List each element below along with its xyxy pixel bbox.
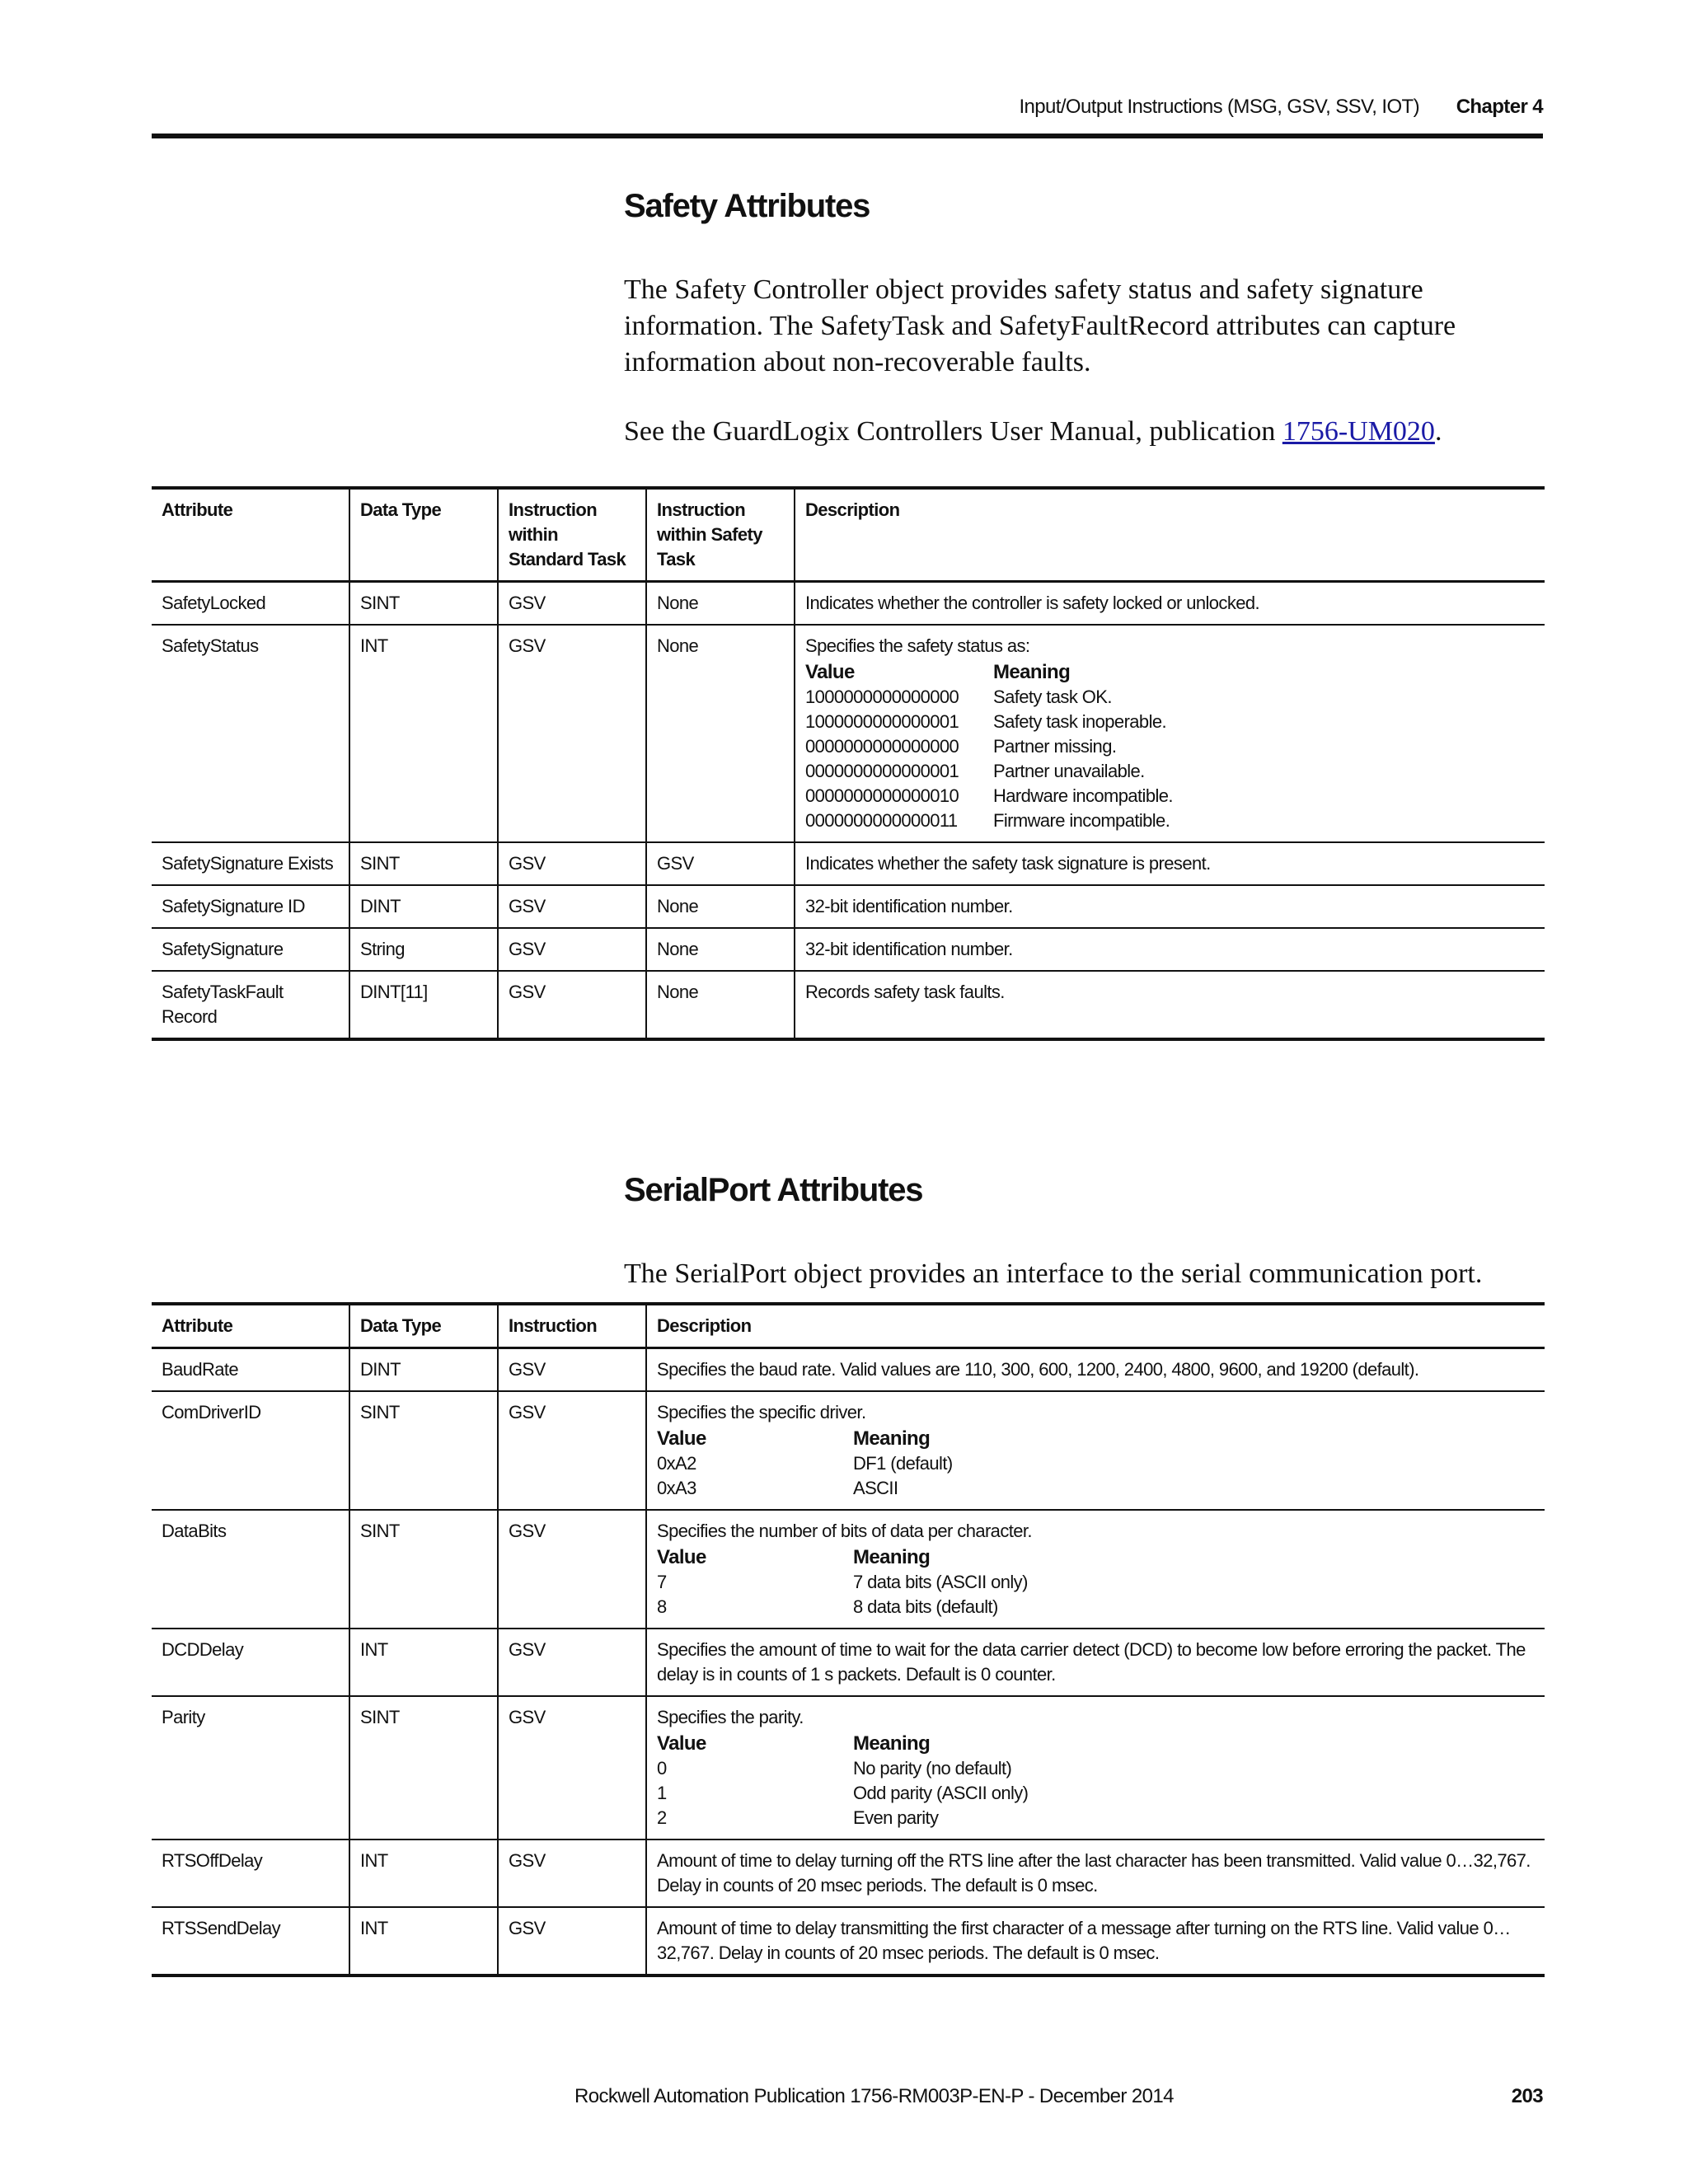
instruction-cell: GSV (498, 1510, 646, 1629)
safety-task-cell: None (646, 625, 795, 842)
reference-period: . (1434, 416, 1442, 447)
safety-task-cell: None (646, 928, 795, 971)
table-row (152, 928, 1545, 971)
attribute-cell: SafetyLocked (152, 582, 349, 626)
footer-publication: Rockwell Automation Publication 1756-RM003P-EN-P - December 2014 (574, 2085, 1174, 2107)
table-row (152, 582, 1545, 626)
value-cell: 0xA3 (657, 1478, 696, 1498)
description-cell (795, 582, 1545, 626)
value-cell: 0xA2 (657, 1453, 696, 1474)
description-cell (646, 1391, 1545, 1510)
value-cell: 1 (657, 1783, 667, 1803)
table-row (152, 1391, 1545, 1510)
meaning-cell: Safety task inoperable. (993, 711, 1167, 732)
column-header: Description (646, 1304, 1545, 1348)
column-header: Data Type (349, 1304, 498, 1348)
description-cell (795, 842, 1545, 885)
description-text: Indicates whether the controller is safety locked or unlocked. (805, 593, 1259, 613)
standard-task-cell: GSV (498, 625, 646, 842)
attribute-cell: DataBits (152, 1510, 349, 1629)
value-cell: 0000000000000001 (805, 761, 959, 781)
data-type-cell: SINT (349, 582, 498, 626)
instruction-cell: GSV (498, 1629, 646, 1696)
safety-heading: Safety Attributes (624, 188, 870, 224)
safety-task-cell: None (646, 971, 795, 1039)
serialport-attributes-table (152, 1302, 1545, 1977)
description-text: 32-bit identification number. (805, 939, 1013, 959)
value-cell: 0 (657, 1758, 667, 1779)
value-cell: 1000000000000000 (805, 687, 959, 707)
data-type-cell: DINT[11] (349, 971, 498, 1039)
instruction-cell: GSV (498, 1907, 646, 1975)
description-cell (795, 625, 1545, 842)
description-cell (795, 971, 1545, 1039)
description-cell (795, 885, 1545, 928)
instruction-cell: GSV (498, 1391, 646, 1510)
data-type-cell: SINT (349, 1510, 498, 1629)
column-header: Attribute (152, 488, 349, 582)
meaning-header: Meaning (993, 661, 1071, 683)
attribute-cell: SafetySignature ID (152, 885, 349, 928)
description-text: Indicates whether the safety task signature is present. (805, 853, 1211, 874)
data-type-cell: SINT (349, 1391, 498, 1510)
meaning-cell: Odd parity (ASCII only) (853, 1783, 1029, 1803)
table-row (152, 625, 1545, 842)
table-row (152, 842, 1545, 885)
value-cell: 0000000000000010 (805, 785, 959, 806)
data-type-cell: INT (349, 1629, 498, 1696)
safety-reference (624, 414, 1555, 450)
description-text: 32-bit identification number. (805, 896, 1013, 916)
meaning-cell: 8 data bits (default) (853, 1596, 998, 1617)
attribute-cell: SafetySignature (152, 928, 349, 971)
value-header: Value (657, 1427, 706, 1450)
table-row (152, 1907, 1545, 1975)
value-cell: 8 (657, 1596, 667, 1617)
table-row (152, 1348, 1545, 1392)
description-cell (646, 1696, 1545, 1840)
value-meaning-list (657, 1427, 1535, 1501)
value-meaning-list (657, 1545, 1535, 1619)
value-header: Value (657, 1546, 706, 1568)
instruction-cell: GSV (498, 1348, 646, 1392)
instruction-cell: GSV (498, 1840, 646, 1907)
value-cell: 1000000000000001 (805, 711, 959, 732)
standard-task-cell: GSV (498, 885, 646, 928)
attribute-cell: Parity (152, 1696, 349, 1840)
table-row (152, 1840, 1545, 1907)
attribute-cell: RTSOffDelay (152, 1840, 349, 1907)
description-text: Specifies the parity. (657, 1707, 804, 1727)
data-type-cell: INT (349, 625, 498, 842)
description-text: Records safety task faults. (805, 982, 1005, 1002)
value-cell: 7 (657, 1572, 667, 1592)
data-type-cell: DINT (349, 885, 498, 928)
description-text: Specifies the amount of time to wait for the data carrier detect (DCD) to become low before erroring the packet. The delay is in counts of 1 s packets. Default is 0 counter. (657, 1639, 1526, 1685)
meaning-cell: DF1 (default) (853, 1453, 953, 1474)
description-cell (646, 1510, 1545, 1629)
standard-task-cell: GSV (498, 971, 646, 1039)
attribute-cell: BaudRate (152, 1348, 349, 1392)
page-number: 203 (1511, 2085, 1543, 2107)
header-title: Input/Output Instructions (MSG, GSV, SSV, IOT) (1019, 96, 1419, 118)
standard-task-cell: GSV (498, 842, 646, 885)
meaning-cell: No parity (no default) (853, 1758, 1012, 1779)
description-text: Amount of time to delay turning off the RTS line after the last character has been transmitted. Valid value 0…32,767. Delay in counts of 20 msec periods. The default is 0 msec. (657, 1850, 1531, 1896)
reference-text: See the GuardLogix Controllers User Manual, publication (624, 416, 1282, 447)
attribute-cell: ComDriverID (152, 1391, 349, 1510)
description-text: Specifies the number of bits of data per character. (657, 1521, 1032, 1541)
data-type-cell: SINT (349, 842, 498, 885)
safety-task-cell: GSV (646, 842, 795, 885)
description-cell (795, 928, 1545, 971)
description-cell (646, 1907, 1545, 1975)
data-type-cell: INT (349, 1907, 498, 1975)
column-header: Description (795, 488, 1545, 582)
page-header (152, 92, 1543, 138)
safety-attributes-table (152, 486, 1545, 1041)
safety-intro: The Safety Controller object provides safety status and safety signature information. The SafetyTask and SafetyFaultRecord attributes can capture information about non-recoverable faults. (624, 274, 1456, 377)
description-text: Specifies the specific driver. (657, 1402, 866, 1422)
table-row (152, 1696, 1545, 1840)
meaning-cell: Hardware incompatible. (993, 785, 1173, 806)
description-cell (646, 1348, 1545, 1392)
column-header: Data Type (349, 488, 498, 582)
meaning-cell: Partner missing. (993, 736, 1117, 757)
table-row (152, 971, 1545, 1039)
attribute-cell: RTSSendDelay (152, 1907, 349, 1975)
table-row (152, 1629, 1545, 1696)
meaning-cell: Even parity (853, 1807, 939, 1828)
serial-heading: SerialPort Attributes (624, 1172, 923, 1208)
table-row (152, 1510, 1545, 1629)
table-header-row (152, 1304, 1545, 1348)
table-header-row (152, 488, 1545, 582)
column-header: Instruction within Safety Task (646, 488, 795, 582)
safety-task-cell: None (646, 582, 795, 626)
data-type-cell: INT (349, 1840, 498, 1907)
attribute-cell: DCDDelay (152, 1629, 349, 1696)
table-row (152, 885, 1545, 928)
value-header: Value (805, 661, 855, 683)
header-chapter: Chapter 4 (1456, 96, 1543, 118)
attribute-cell: SafetyTaskFault Record (152, 971, 349, 1039)
serial-intro: The SerialPort object provides an interface to the serial communication port. (624, 1258, 1483, 1289)
meaning-header: Meaning (853, 1546, 931, 1568)
description-text: Specifies the baud rate. Valid values are 110, 300, 600, 1200, 2400, 4800, 9600, and 19200 (default). (657, 1359, 1419, 1380)
column-header: Attribute (152, 1304, 349, 1348)
standard-task-cell: GSV (498, 928, 646, 971)
publication-link[interactable]: 1756-UM020 (1282, 416, 1435, 447)
value-header: Value (657, 1732, 706, 1755)
meaning-cell: 7 data bits (ASCII only) (853, 1572, 1028, 1592)
instruction-cell: GSV (498, 1696, 646, 1840)
description-cell (646, 1629, 1545, 1696)
meaning-cell: ASCII (853, 1478, 898, 1498)
meaning-cell: Safety task OK. (993, 687, 1112, 707)
meaning-cell: Partner unavailable. (993, 761, 1145, 781)
attribute-cell: SafetySignature Exists (152, 842, 349, 885)
value-meaning-list (657, 1732, 1535, 1830)
description-text: Amount of time to delay transmitting the first character of a message after turning on the RTS line. Valid value 0…32,767. Delay in counts of 20 msec periods. The default is 0 msec. (657, 1918, 1511, 1963)
value-cell: 2 (657, 1807, 667, 1828)
meaning-cell: Firmware incompatible. (993, 810, 1170, 831)
standard-task-cell: GSV (498, 582, 646, 626)
attribute-cell: SafetyStatus (152, 625, 349, 842)
meaning-header: Meaning (853, 1427, 931, 1450)
data-type-cell: DINT (349, 1348, 498, 1392)
description-cell (646, 1840, 1545, 1907)
value-meaning-list (805, 660, 1535, 833)
meaning-header: Meaning (853, 1732, 931, 1755)
data-type-cell: String (349, 928, 498, 971)
description-text: Specifies the safety status as: (805, 635, 1030, 656)
safety-task-cell: None (646, 885, 795, 928)
column-header: Instruction (498, 1304, 646, 1348)
column-header: Instruction within Standard Task (498, 488, 646, 582)
value-cell: 0000000000000000 (805, 736, 959, 757)
data-type-cell: SINT (349, 1696, 498, 1840)
value-cell: 0000000000000011 (805, 810, 958, 831)
